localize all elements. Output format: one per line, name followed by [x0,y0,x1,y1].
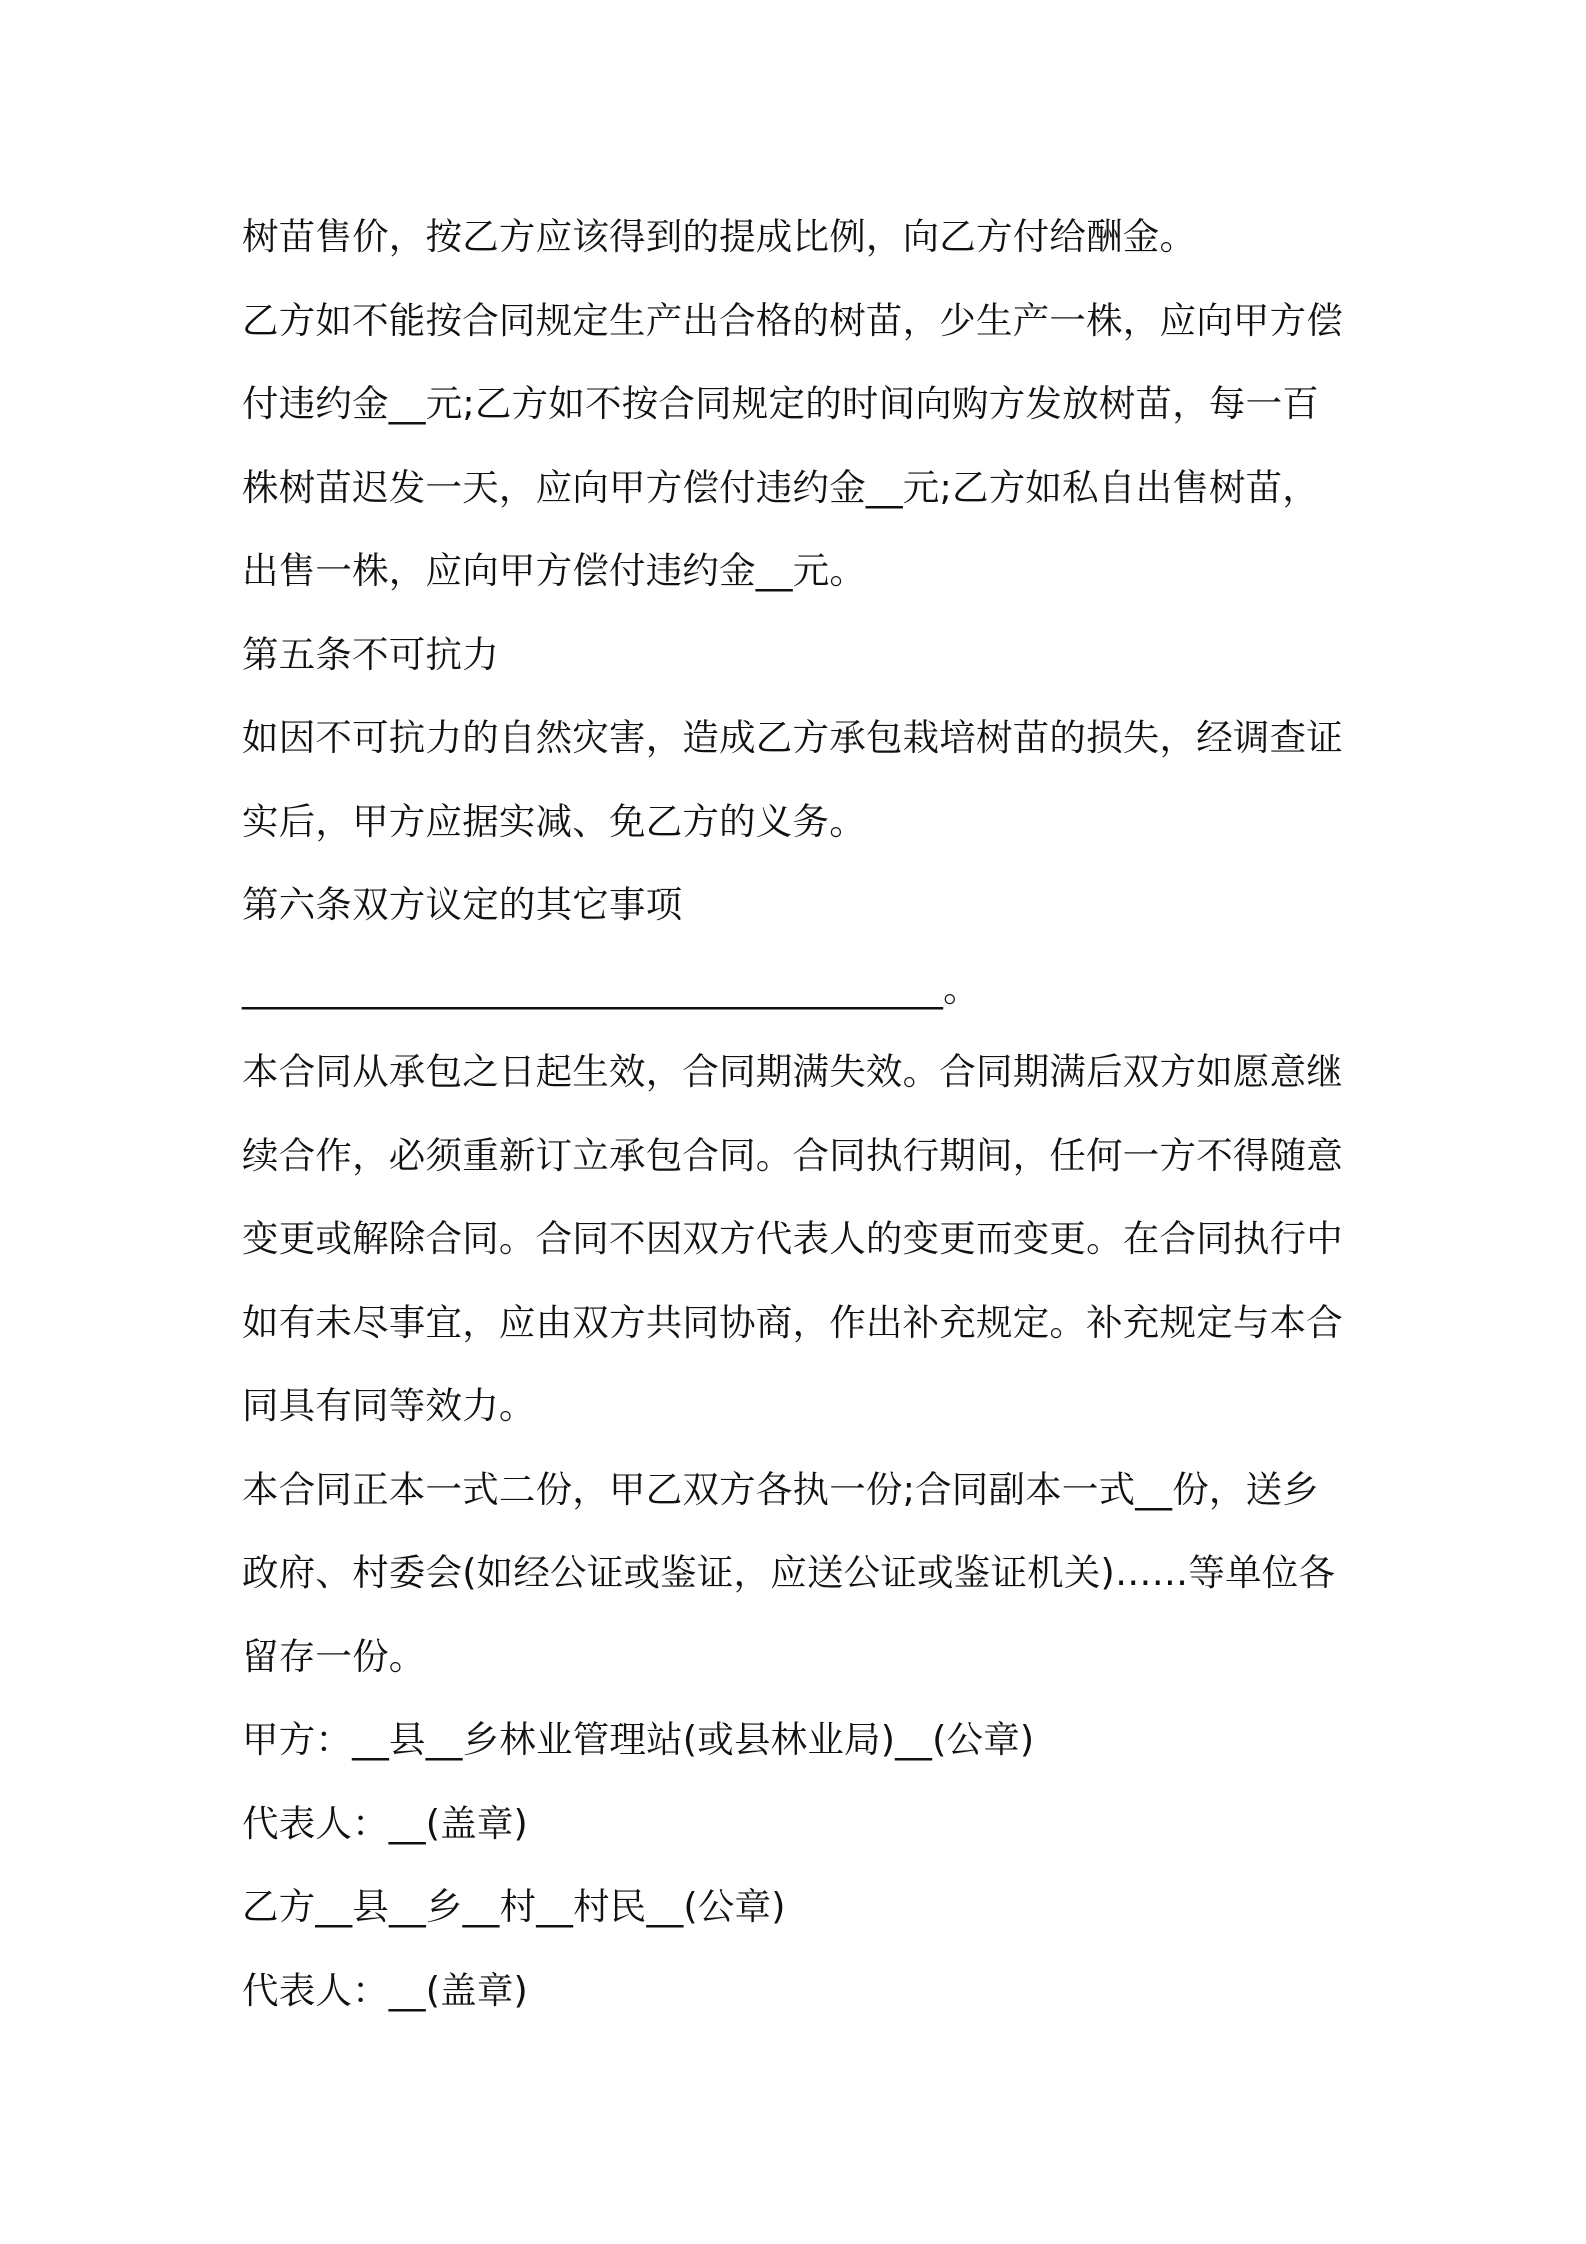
paragraph-line: 政府、村委会(如经公证或鉴证，应送公证或鉴证机关)……等单位各 [242,1551,1336,1594]
document-body [242,195,1362,2032]
paragraph-line: 实后，甲方应据实减、免乙方的义务。 [242,799,866,843]
blank-fill-line: ______________________________________。 [242,966,980,1010]
party-b-representative-line: 代表人：__(盖章) [242,1968,528,2012]
paragraph-line: 株树苗迟发一天，应向甲方偿付违约金__元;乙方如私自出售树苗， [242,465,1319,509]
paragraph-line: 树苗售价，按乙方应该得到的提成比例，向乙方付给酬金。 [242,215,1197,258]
paragraph-line: 续合作，必须重新订立承包合同。合同执行期间，任何一方不得随意 [242,1133,1343,1177]
paragraph-line: 出售一株，应向甲方偿付违约金__元。 [242,549,867,592]
section-heading: 第五条不可抗力 [242,632,499,676]
paragraph-line: 本合同从承包之日起生效，合同期满失效。合同期满后双方如愿意继 [242,1050,1343,1093]
section-heading: 第六条双方议定的其它事项 [242,883,683,926]
paragraph-line: 如因不可抗力的自然灾害，造成乙方承包栽培树苗的损失，经调查证 [242,716,1343,759]
paragraph-line: 留存一份。 [242,1634,426,1678]
paragraph-line: 同具有同等效力。 [242,1384,536,1427]
party-b-signature-line: 乙方__县__乡__村__村民__(公章) [242,1885,786,1928]
paragraph-line: 本合同正本一式二份，甲乙双方各执一份;合同副本一式__份，送乡 [242,1467,1319,1511]
paragraph-line: 付违约金__元;乙方如不按合同规定的时间向购方发放树苗，每一百 [242,382,1319,425]
paragraph-line: 如有未尽事宜，应由双方共同协商，作出补充规定。补充规定与本合 [242,1300,1343,1344]
party-a-representative-line: 代表人：__(盖章) [242,1801,528,1845]
paragraph-line: 乙方如不能按合同规定生产出合格的树苗，少生产一株，应向甲方偿 [242,298,1343,342]
party-a-signature-line: 甲方：__县__乡林业管理站(或县林业局)__(公章) [242,1718,1035,1761]
paragraph-line: 变更或解除合同。合同不因双方代表人的变更而变更。在合同执行中 [242,1217,1343,1260]
